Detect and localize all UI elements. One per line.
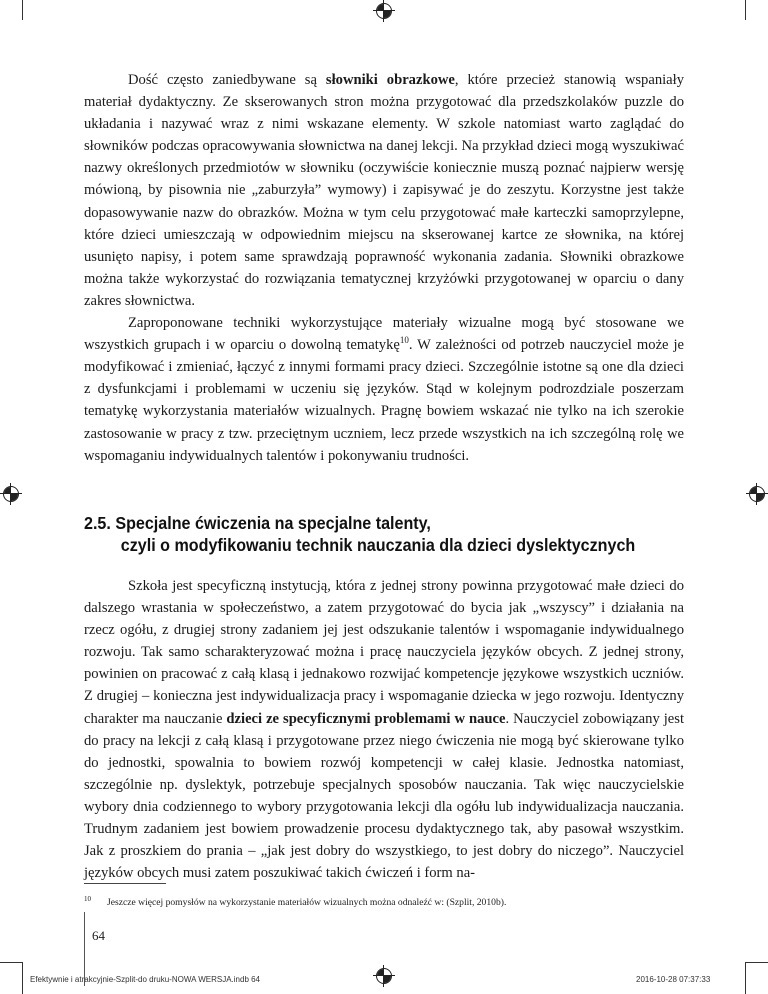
section-heading [84, 512, 654, 556]
text-run: Szkoła jest specyficzną instytucją, która z jednej strony powinna przygotować małe dzieci do dalszego wrastania w społeczeństwo, a zatem przygotować do bycia jak „wszyscy” i działania na rzecz ogółu, z drugiej strony zadaniem jej jest odszukanie talentów i wspomaganie indywidualnego rozwoju. Tak samo scharakteryzować można i pracę nauczyciela języków obcych. Z jednej strony, powinien on pracować z całą klasą i jednakowo rozwijać kompetencje językowe wszystkich uczniów. Z drugiej – konieczna jest indywidualizacja pracy i wspomaganie dziecka w jego rozwoju. Identyczny charakter ma nauczanie [84, 578, 684, 727]
crop-mark-bottom-left [22, 962, 23, 994]
registration-mark-left-icon [3, 486, 19, 502]
paragraph-visual-techniques [84, 312, 684, 467]
paragraph-school-institution [84, 575, 684, 884]
footnote-number: 10 [84, 895, 91, 903]
registration-mark-bottom-icon [376, 968, 392, 984]
text-run: , które przecież stanowią wspaniały materiał dydaktyczny. Ze skserowanych stron można przygotować dla przedszkolaków puzzle do układania i nazywać wraz z nimi wskazane elementy. W szkole natomiast warto zaglądać do słowników podczas opracowywania słownictwa na danej lekcji. Na przykład dzieci mogą wyszukiwać nazwy określonych przedmiotów w słowniku (oczywiście koniecznie muszą poznać najpierw wersję mówioną, by pisownia nie „zaburzyła” wymowy) i zapisywać je do zeszytu. Korzystne jest także dopasowywanie nazw do obrazków. Można w tym celu przygotować małe karteczki samoprzylepne, które dzieci umieszczają w odpowiednim miejscu na skserowanej kartce ze słownika, na której usunięto napisy, i potem same sprawdzają poprawność wykonania zadania. Słowniki obrazkowe można także wykorzystać do rozwiązania tematycznej krzyżówki przygotowanej w oparciu o dany zakres słownictwa. [84, 72, 685, 309]
crop-mark-top-right [745, 0, 746, 20]
page-number: 64 [92, 928, 105, 943]
section-heading-line1: 2.5. Specjalne ćwiczenia na specjalne talenty, [84, 513, 431, 533]
slug-timestamp: 2016-10-28 07:37:33 [636, 975, 711, 984]
crop-mark-left-bottom [0, 962, 22, 963]
text-run: Dość często zaniedbywane są [128, 72, 326, 88]
bold-term: dzieci ze specyficznymi problemami w nauce [226, 710, 506, 727]
footnote-rule [84, 883, 166, 884]
crop-mark-right-bottom [746, 962, 768, 963]
text-run: Zaproponowane techniki wykorzystujące materiały wizualne mogą być stosowane we wszystkich grupach i w oparciu o dowolną tematykę [84, 315, 684, 354]
footnote-reference: 10 [399, 335, 409, 346]
bold-term: słowniki obrazkowe [325, 72, 455, 88]
body-text-top [84, 69, 684, 467]
crop-mark-bottom-right [745, 962, 746, 994]
slug-filename: Efektywnie i atrakcyjnie-Szplit-do druku-NOWA WERSJA.indb 64 [30, 975, 261, 984]
paragraph-picture-dictionaries [84, 69, 684, 312]
registration-mark-right-icon [749, 486, 765, 502]
footnote-text: Jeszcze więcej pomysłów na wykorzystanie materiałów wizualnych można odnaleźć w: (Szplit, 2010b). [107, 897, 507, 909]
footnote [84, 895, 506, 908]
registration-mark-top-icon [376, 3, 392, 19]
section-heading-line2: czyli o modyfikowaniu technik nauczania dla dzieci dyslektycznych [120, 535, 636, 555]
text-run: . W zależności od potrzeb nauczyciel może je modyfikować i zmieniać, łączyć z innymi formami pracy dzieci. Szczególnie istotne są one dla dzieci z dysfunkcjami i problemami w uczeniu się języków. Stąd w kolejnym podrozdziale poszerzam tematykę wykorzystania materiałów wizualnych. Pragnę bowiem wskazać nie tylko na ich szerokie zastosowanie w pracy z tzw. przeciętnym uczniem, lecz przede wszystkich na ich szczególną rolę we wspomaganiu indywidualnych talentów i pokonywaniu trudności. [84, 337, 684, 464]
crop-mark-top-left [22, 0, 23, 20]
body-text-bottom [84, 575, 684, 884]
text-run: . Nauczyciel zobowiązany jest do pracy na lekcji z całą klasą i przygotowane przez niego ćwiczenia nie mogą być skierowane tylko do jednostki, spowalnia to bowiem rozwój kompetencji w całej klasie. Jednostka natomiast, szczególnie np. dyslektyk, potrzebuje specjalnych sposobów nauczania. Tak więc nauczycielskie wybory dnia codziennego to wybory przygotowania lekcji dla ogółu lub indywidualizacja nauczania. Trudnym zadaniem jest bowiem prowadzenie procesu dydaktycznego tak, aby pasował wszystkim. Jak z proszkiem do prania – „jak jest dobry do wszystkiego, to jest dobry do niczego”. Nauczyciel języków obcych musi zatem poszukiwać takich ćwiczeń i form na- [84, 710, 684, 882]
